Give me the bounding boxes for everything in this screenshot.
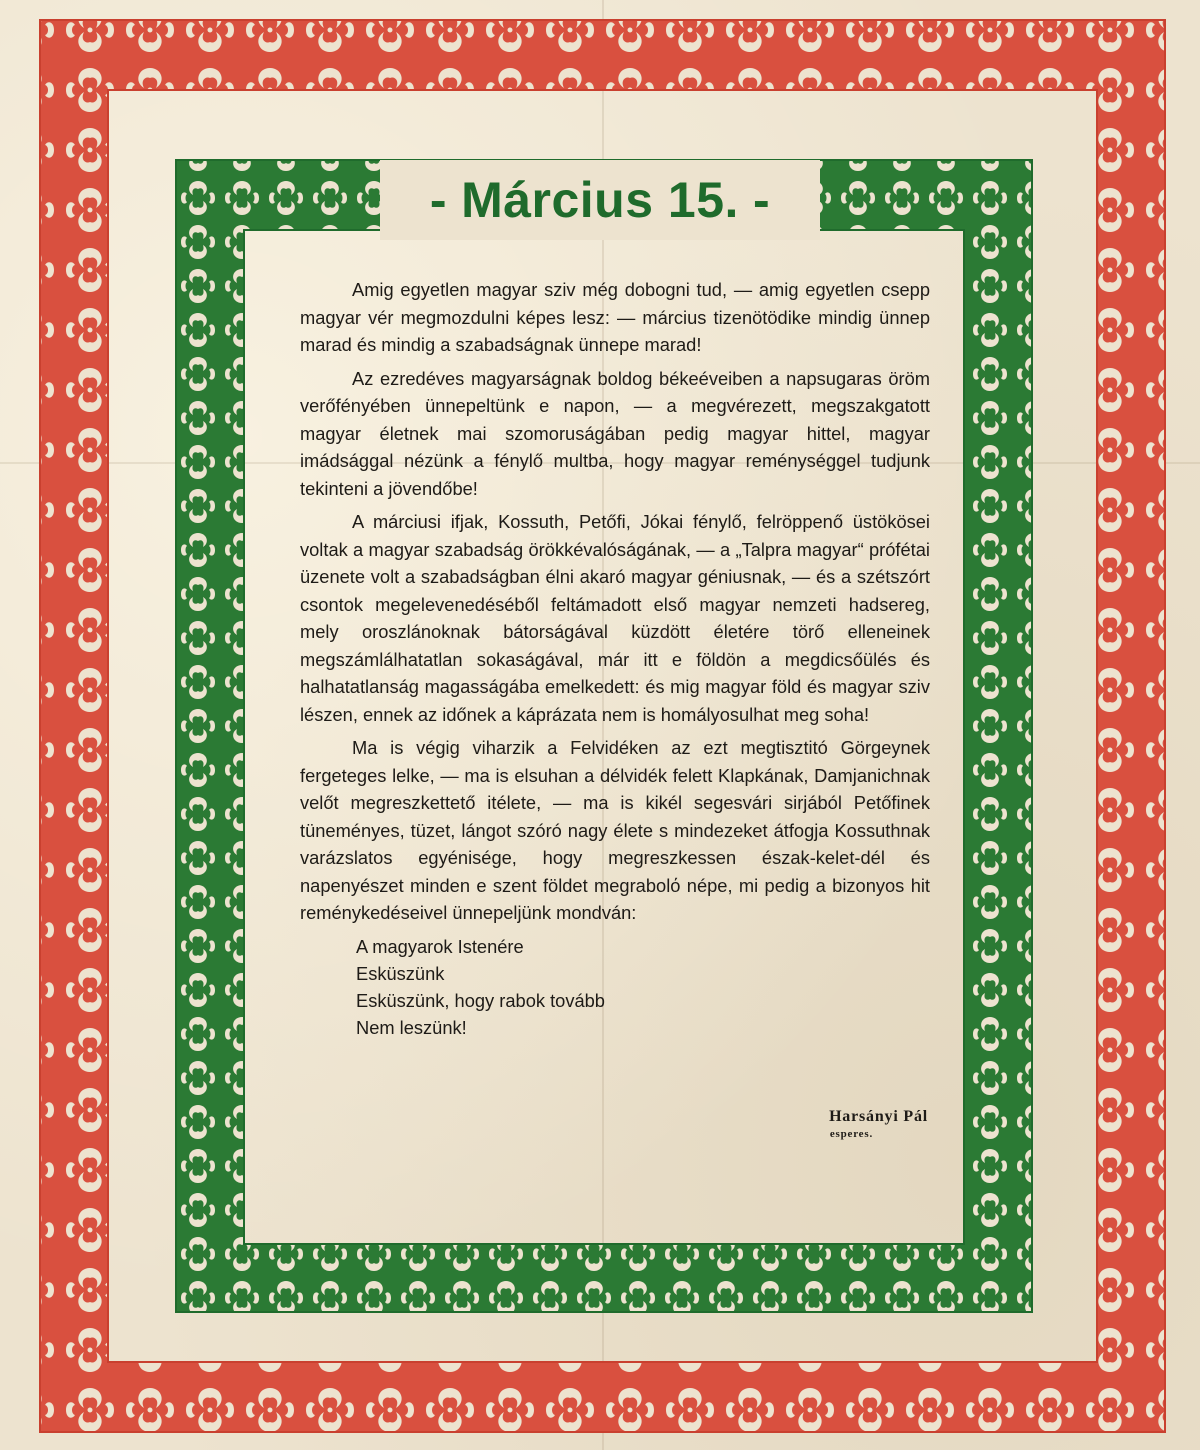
paragraph-2: Az ezredéves magyarságnak boldog békeéveiben a napsugaras öröm verőfényében ünnepeltünk e napon, — a megvérezett, megszakgatott magyar életnek mai szomoruságában pedig magyar hittel, magyar imádsággal nézünk a fénylő multba, hogy magyar reménységgel tudjunk tekinteni a jövendőbe! [300, 367, 930, 499]
verse-line: Esküszünk [356, 962, 445, 984]
page-title: - Március 15. - [429, 172, 771, 228]
verse-line: Esküszünk, hogy rabok tovább [356, 989, 605, 1011]
signature-role: esperes. [829, 1128, 873, 1140]
paragraph-4: Ma is végig viharzik a Felvidéken az ezt megtisztitó Görgeynek fergeteges lelke, — ma is elsuhan a délvidék felett Klapkának, Damjanichnak velőt megreszkettető itélete, — ma is kikél segesvári sirjából Petőfinek tüneményes, tüzet, lángot szóró nagy élete s mindezeket átfogja Kossuthnak varázslatos egyénisége, hogy megreszkessen észak-kelet-dél és napenyészet minden e szent földet megrabolό népe, mi pedig a bizonyos hit reménykedéseivel ünnepeljünk mondván: [300, 737, 930, 923]
signature [700, 1108, 928, 1140]
verse-block [356, 933, 930, 1041]
title-banner [380, 160, 820, 240]
verse-line: A magyarok Istenére [356, 935, 524, 957]
body-text [300, 276, 930, 1041]
signature-name: Harsányi Pál [829, 1108, 928, 1125]
paragraph-1: Amig egyetlen magyar sziv még dobogni tud, — amig egyetlen csepp magyar vér megmozdulni képes lesz: — március tizenötödike mindig ünnep marad és mindig a szabadságnak ünnepe marad! [300, 279, 930, 355]
verse-line: Nem leszünk! [356, 1016, 467, 1038]
paragraph-3: A márciusi ifjak, Kossuth, Petőfi, Jókai fénylő, felröppenő üstökösei voltak a magyar szabadság örökkévalóságának, — a „Talpra magyar“ prófétai üzenete volt a szabadságban élni akaró magyar géniusnak, — és a szétszórt csontok megelevenedéséből feltámadott első magyar nemzeti hadsereg, mely oroszlánoknak bátorságával küzdött életére törő elleneinek megszámlálhatatlan sokaságával, már itt e földön a megdicsőülés és halhatatlanság magasságába emelkedett: és mig magyar föld és magyar sziv lészen, ennek az időnek a káprázata nem is homályosulhat meg soha! [300, 511, 930, 725]
title-text: Március 15. [461, 172, 739, 228]
